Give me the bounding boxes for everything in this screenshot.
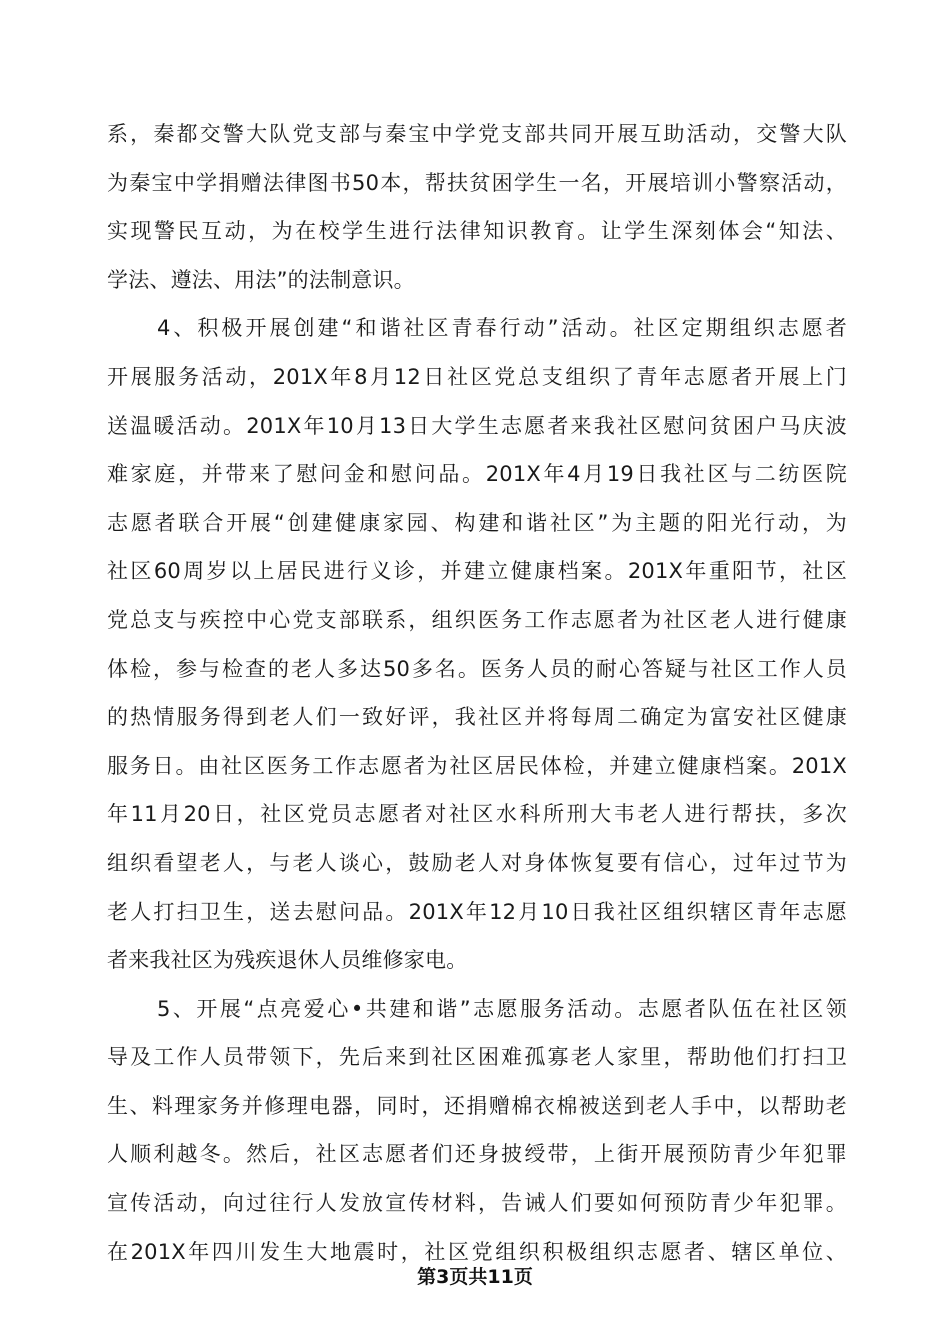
- text-line: 体检，参与检查的老人多达50多名。医务人员的耐心答疑与社区工作人员: [107, 656, 847, 681]
- text-line: 老人打扫卫生，送去慰问品。201X年12月10日我社区组织辖区青年志愿: [107, 899, 847, 924]
- text-line: 系，秦都交警大队党支部与秦宝中学党支部共同开展互助活动，交警大队: [107, 122, 847, 146]
- text-line: 开展服务活动，201X年8月12日社区党总支组织了青年志愿者开展上门: [107, 364, 847, 389]
- text-line: 党总支与疾控中心党支部联系，组织医务工作志愿者为社区老人进行健康: [107, 607, 847, 632]
- page-footer: 第3页共11页: [417, 1266, 533, 1288]
- paragraph: [107, 985, 847, 1277]
- text-line: 在201X年四川发生大地震时，社区党组织积极组织志愿者、辖区单位、: [107, 1239, 847, 1264]
- text-line: 服务日。由社区医务工作志愿者为社区居民体检，并建立健康档案。201X: [107, 753, 847, 778]
- text-line: 宣传活动，向过往行人发放宣传材料，告诫人们要如何预防青少年犯罪。: [107, 1191, 847, 1216]
- text-line: 为秦宝中学捐赠法律图书50本，帮扶贫困学生一名，开展培训小警察活动，: [107, 170, 847, 195]
- text-line: 人顺利越冬。然后，社区志愿者们还身披绶带，上街开展预防青少年犯罪: [107, 1142, 847, 1167]
- text-line: 学法、遵法、用法”的法制意识。: [107, 267, 415, 292]
- text-line: 组织看望老人，与老人谈心，鼓励老人对身体恢复要有信心，过年过节为: [107, 850, 847, 875]
- text-line: 实现警民互动，为在校学生进行法律知识教育。让学生深刻体会“知法、: [107, 219, 847, 244]
- text-line: 送温暖活动。201X年10月13日大学生志愿者来我社区慰问贫困户马庆波: [107, 413, 847, 438]
- text-line: 5、开展“点亮爱心•共建和谐”志愿服务活动。志愿者队伍在社区领: [157, 996, 847, 1021]
- paragraph: [107, 304, 847, 984]
- text-line: 社区60周岁以上居民进行义诊，并建立健康档案。201X年重阳节，社区: [107, 559, 847, 584]
- text-line: 年11月20日，社区党员志愿者对社区水科所刑大韦老人进行帮扶，多次: [107, 802, 847, 827]
- paragraph: [107, 110, 847, 304]
- text-line: 导及工作人员带领下，先后来到社区困难孤寡老人家里，帮助他们打扫卫: [107, 1045, 847, 1070]
- document-body: [107, 110, 847, 1276]
- text-line: 难家庭，并带来了慰问金和慰问品。201X年4月19日我社区与二纺医院: [107, 462, 847, 487]
- text-line: 4、积极开展创建“和谐社区青春行动”活动。社区定期组织志愿者: [157, 316, 847, 341]
- text-line: 的热情服务得到老人们一致好评，我社区并将每周二确定为富安社区健康: [107, 705, 847, 730]
- text-line: 志愿者联合开展“创建健康家园、构建和谐社区”为主题的阳光行动，为: [107, 510, 847, 535]
- text-line: 生、料理家务并修理电器，同时，还捐赠棉衣棉被送到老人手中，以帮助老: [107, 1093, 847, 1118]
- text-line: 者来我社区为残疾退休人员维修家电。: [107, 948, 468, 973]
